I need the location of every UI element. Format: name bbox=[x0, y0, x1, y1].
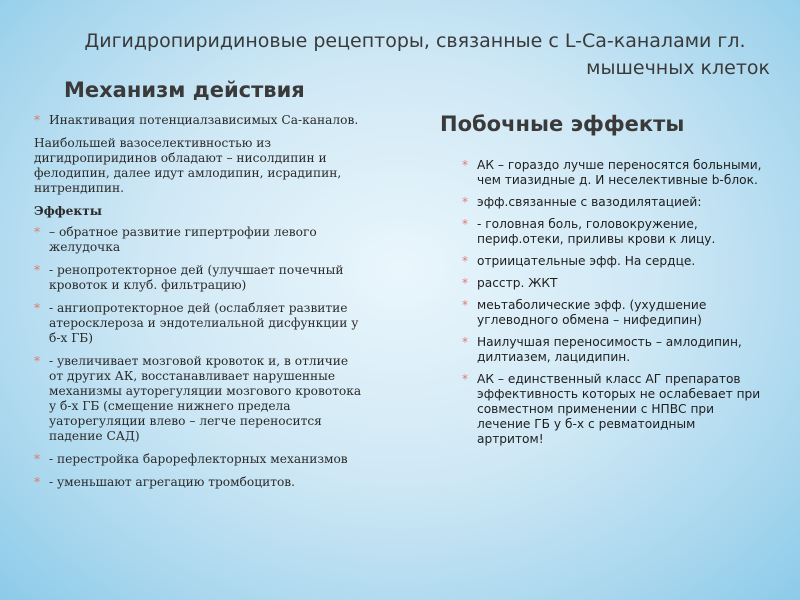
side-effect-text: Наилучшая переносимость – амлодипин, дилтиазем, лацидипин. bbox=[477, 335, 742, 364]
list-item bbox=[462, 298, 762, 328]
bullet-icon: * bbox=[34, 113, 40, 127]
side-effect-text: отриицательные эфф. На сердце. bbox=[477, 254, 696, 268]
list-item bbox=[34, 225, 364, 255]
side-effect-text: меьтаболические эфф. (ухудшение углеводного обмена – нифедипин) bbox=[477, 298, 707, 327]
list-item bbox=[34, 301, 364, 346]
effect-text: – обратное развитие гипертрофии левого желудочка bbox=[49, 225, 317, 254]
effect-text: - увеличивает мозговой кровоток и, в отличие от других АК, восстанавливает нарушенные механизмы ауторегуляции мозгового кровотока у б-х ГБ (смещение нижнего предела уаторегуляции влево – легче переносится падение САД) bbox=[49, 354, 362, 443]
title-line-1: Дигидропиридиновые рецепторы, связанные с L-Ca-каналами гл. bbox=[84, 30, 746, 52]
bullet-icon: * bbox=[34, 354, 40, 368]
bullet-icon: * bbox=[462, 217, 468, 231]
bullet-icon: * bbox=[462, 298, 468, 312]
list-item bbox=[34, 263, 364, 293]
bullet-icon: * bbox=[34, 475, 40, 489]
side-effects-column bbox=[462, 158, 762, 454]
bullet-icon: * bbox=[34, 452, 40, 466]
side-effect-text: эфф.связанные с вазодилятацией: bbox=[477, 195, 702, 209]
list-item bbox=[462, 195, 762, 210]
effect-text: - ренопротекторное дей (улучшает почечный кровоток и клуб. фильтрацию) bbox=[49, 263, 344, 292]
bullet-icon: * bbox=[462, 195, 468, 209]
side-effects-heading: Побочные эффекты bbox=[440, 112, 685, 136]
mechanism-column bbox=[34, 113, 364, 498]
slide-title bbox=[60, 28, 770, 82]
list-item bbox=[462, 217, 762, 247]
side-effect-text: расстр. ЖКТ bbox=[477, 276, 558, 290]
effect-text: - перестройка барорефлекторных механизмов bbox=[49, 452, 348, 466]
list-item bbox=[462, 335, 762, 365]
side-effect-text: АК – единственный класс АГ препаратов эффективность которых не ослабевает при совместном применении с НПВС при лечение ГБ у б-х с ревматоидным артритом! bbox=[477, 372, 761, 446]
bullet-icon: * bbox=[462, 254, 468, 268]
bullet-icon: * bbox=[462, 276, 468, 290]
bullet-icon: * bbox=[462, 372, 468, 386]
list-item bbox=[462, 254, 762, 269]
intro-bullet-text: Инактивация потенциалзависимых Ca-каналов. bbox=[49, 113, 359, 127]
effect-text: - уменьшают агрегацию тромбоцитов. bbox=[49, 475, 296, 489]
bullet-icon: * bbox=[462, 158, 468, 172]
bullet-icon: * bbox=[34, 225, 40, 239]
list-item bbox=[34, 113, 364, 128]
effect-text: - ангиопротекторное дей (ослабляет развитие атеросклероза и эндотелиальной дисфункции у б-х ГБ) bbox=[49, 301, 359, 345]
bullet-icon: * bbox=[34, 301, 40, 315]
list-item bbox=[462, 372, 762, 447]
list-item bbox=[34, 354, 364, 444]
bullet-icon: * bbox=[462, 335, 468, 349]
title-line-2: мышечных клеток bbox=[586, 57, 770, 79]
list-item bbox=[462, 158, 762, 188]
side-effect-text: АК – гораздо лучше переносятся больными, чем тиазидные д. И неселективные b-блок. bbox=[477, 158, 762, 187]
list-item bbox=[34, 452, 364, 467]
selectivity-paragraph: Наибольшей вазоселективностью из дигидропиридинов обладают – нисолдипин и фелодипин, далее идут амлодипин, исрадипин, нитрендипин. bbox=[34, 136, 342, 195]
side-effect-text: - головная боль, головокружение, периф.отеки, приливы крови к лицу. bbox=[477, 217, 716, 246]
effects-label: Эффекты bbox=[34, 204, 103, 218]
list-item bbox=[34, 475, 364, 490]
bullet-icon: * bbox=[34, 263, 40, 277]
list-item bbox=[462, 276, 762, 291]
mechanism-heading: Механизм действия bbox=[64, 78, 305, 102]
